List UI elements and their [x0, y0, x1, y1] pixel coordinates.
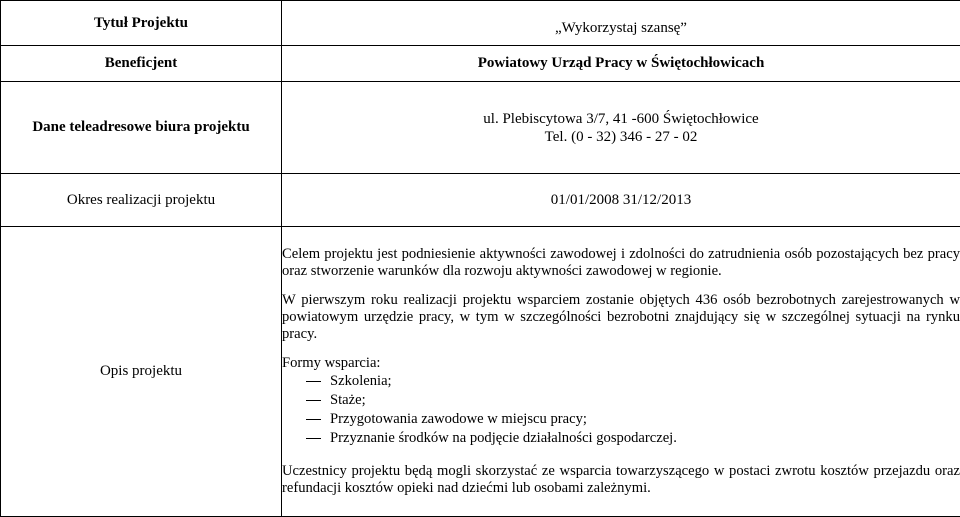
row-period	[1, 174, 960, 227]
value-description	[282, 227, 960, 517]
description-paragraph-participants: W pierwszym roku realizacji projektu wsparciem zostanie objętych 436 osób bezrobotnych zarejestrowanych w powiatowym urzędzie pracy, w tym w szczególności bezrobotni znajdujący się w szczególnej sytuacji na rynku pracy.	[282, 292, 960, 343]
list-item: Staże;	[282, 391, 960, 410]
value-title	[282, 1, 960, 46]
row-beneficiary	[1, 46, 960, 82]
contact-address: ul. Plebiscytowa 3/7, 41 -600 Świętochłowice	[282, 110, 960, 128]
support-forms-title: Formy wsparcia:	[282, 355, 960, 372]
list-item: Przygotowania zawodowe w miejscu pracy;	[282, 410, 960, 429]
list-item: Szkolenia;	[282, 372, 960, 391]
support-forms-list	[282, 372, 960, 448]
value-period: 01/01/2008 31/12/2013	[282, 174, 960, 227]
row-title	[1, 1, 960, 46]
row-description	[1, 227, 960, 517]
label-period: Okres realizacji projektu	[1, 174, 282, 227]
description-paragraph-goal: Celem projektu jest podniesienie aktywności zawodowej i zdolności do zatrudnienia osób pozostających bez pracy oraz stworzenie warunków dla rozwoju aktywności zawodowej w regionie.	[282, 246, 960, 280]
project-title: „Wykorzystaj szansę”	[282, 20, 960, 37]
label-title: Tytuł Projektu	[1, 1, 282, 46]
label-beneficiary: Beneficjent	[1, 46, 282, 82]
value-beneficiary: Powiatowy Urząd Pracy w Świętochłowicach	[282, 46, 960, 82]
description-paragraph-additional-support: Uczestnicy projektu będą mogli skorzystać ze wsparcia towarzyszącego w postaci zwrotu kosztów przejazdu oraz refundacji kosztów opieki nad dziećmi lub osobami zależnymi.	[282, 463, 960, 497]
value-contact	[282, 82, 960, 174]
contact-phone: Tel. (0 - 32) 346 - 27 - 02	[282, 128, 960, 146]
row-contact	[1, 82, 960, 174]
label-contact: Dane teleadresowe biura projektu	[1, 82, 282, 174]
list-item: Przyznanie środków na podjęcie działalności gospodarczej.	[282, 429, 960, 448]
label-description: Opis projektu	[1, 227, 282, 517]
